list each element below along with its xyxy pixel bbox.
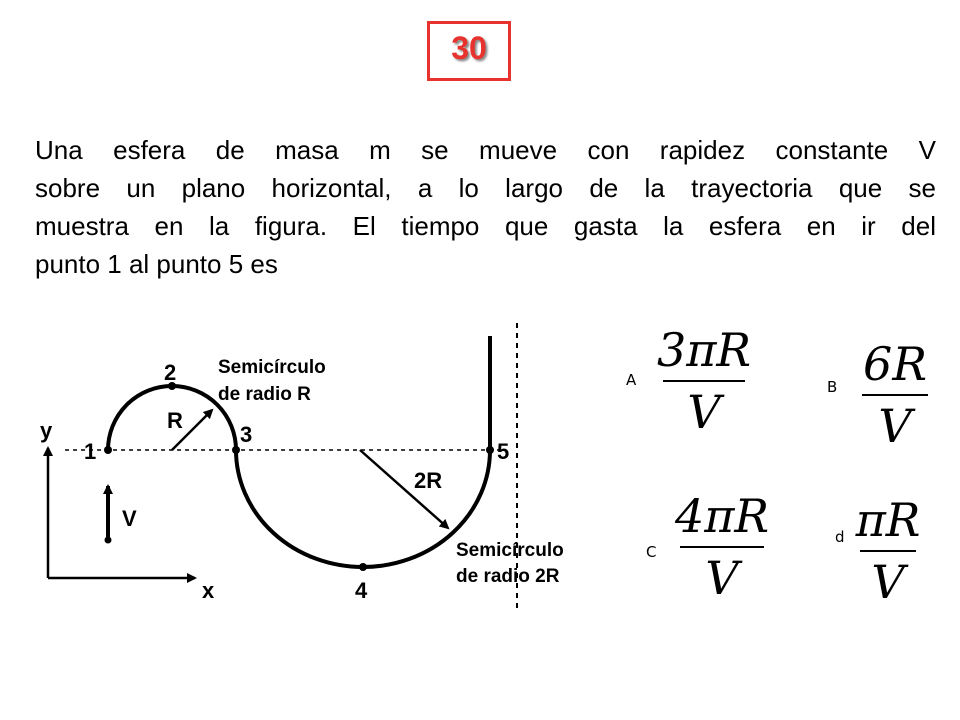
- option-a-fraction: [656, 323, 752, 439]
- point-3-label: 3: [240, 422, 253, 447]
- option-c-denominator: V: [705, 550, 739, 605]
- option-d-numerator: πR: [855, 493, 921, 547]
- fraction-bar: [860, 550, 916, 552]
- option-a-denominator: V: [687, 384, 721, 439]
- problem-line: Una esfera de masa m se mueve con rapidez constante V: [35, 135, 936, 165]
- velocity-label: V: [122, 506, 137, 531]
- fraction-bar: [862, 394, 928, 396]
- y-axis-label: y: [40, 418, 53, 443]
- option-a-numerator: 3πR: [656, 323, 752, 377]
- x-axis-label: x: [202, 578, 215, 603]
- trajectory-figure: [30, 318, 610, 618]
- option-b-denominator: V: [878, 398, 912, 453]
- small-semicircle-label-line1: Semicírculo: [218, 357, 326, 378]
- option-c-letter: C: [646, 543, 657, 561]
- large-semicircle-label-line2: de radio 2R: [456, 566, 560, 587]
- option-d-fraction: [855, 493, 921, 609]
- fraction-bar: [680, 546, 764, 548]
- point-4-label: 4: [355, 578, 368, 603]
- option-b-numerator: 6R: [863, 337, 927, 391]
- option-d-letter: d: [835, 528, 845, 546]
- point-4-dot: [359, 563, 367, 571]
- question-number: 30: [451, 30, 487, 66]
- point-5-label: 5: [497, 439, 510, 464]
- point-1-label: 1: [84, 439, 97, 464]
- point-2-label: 2: [164, 360, 177, 385]
- large-semicircle-label-line1: Semicírculo: [456, 540, 564, 561]
- option-a-letter: A: [626, 371, 637, 389]
- point-3-dot: [232, 446, 240, 454]
- problem-line: punto 1 al punto 5 es: [35, 249, 278, 279]
- small-semicircle-label-line2: de radio R: [218, 384, 311, 405]
- problem-line: sobre un plano horizontal, a lo largo de la trayectoria que se: [35, 173, 936, 203]
- option-c-fraction: [674, 489, 770, 605]
- option-b-letter: B: [827, 378, 838, 396]
- problem-line: muestra en la figura. El tiempo que gasta la esfera en ir del: [35, 211, 936, 241]
- start-dot: [105, 537, 112, 544]
- question-number-box: [427, 21, 511, 81]
- fraction-bar: [663, 380, 745, 382]
- radius-small-label: R: [167, 408, 183, 433]
- problem-statement: [35, 131, 936, 283]
- option-b-fraction: [862, 338, 928, 452]
- large-semicircle: [236, 450, 490, 567]
- point-1-dot: [104, 446, 112, 454]
- radius-large-label: 2R: [414, 468, 443, 493]
- option-d-denominator: V: [871, 554, 905, 609]
- option-c-numerator: 4πR: [674, 489, 770, 543]
- point-5-dot: [486, 446, 494, 454]
